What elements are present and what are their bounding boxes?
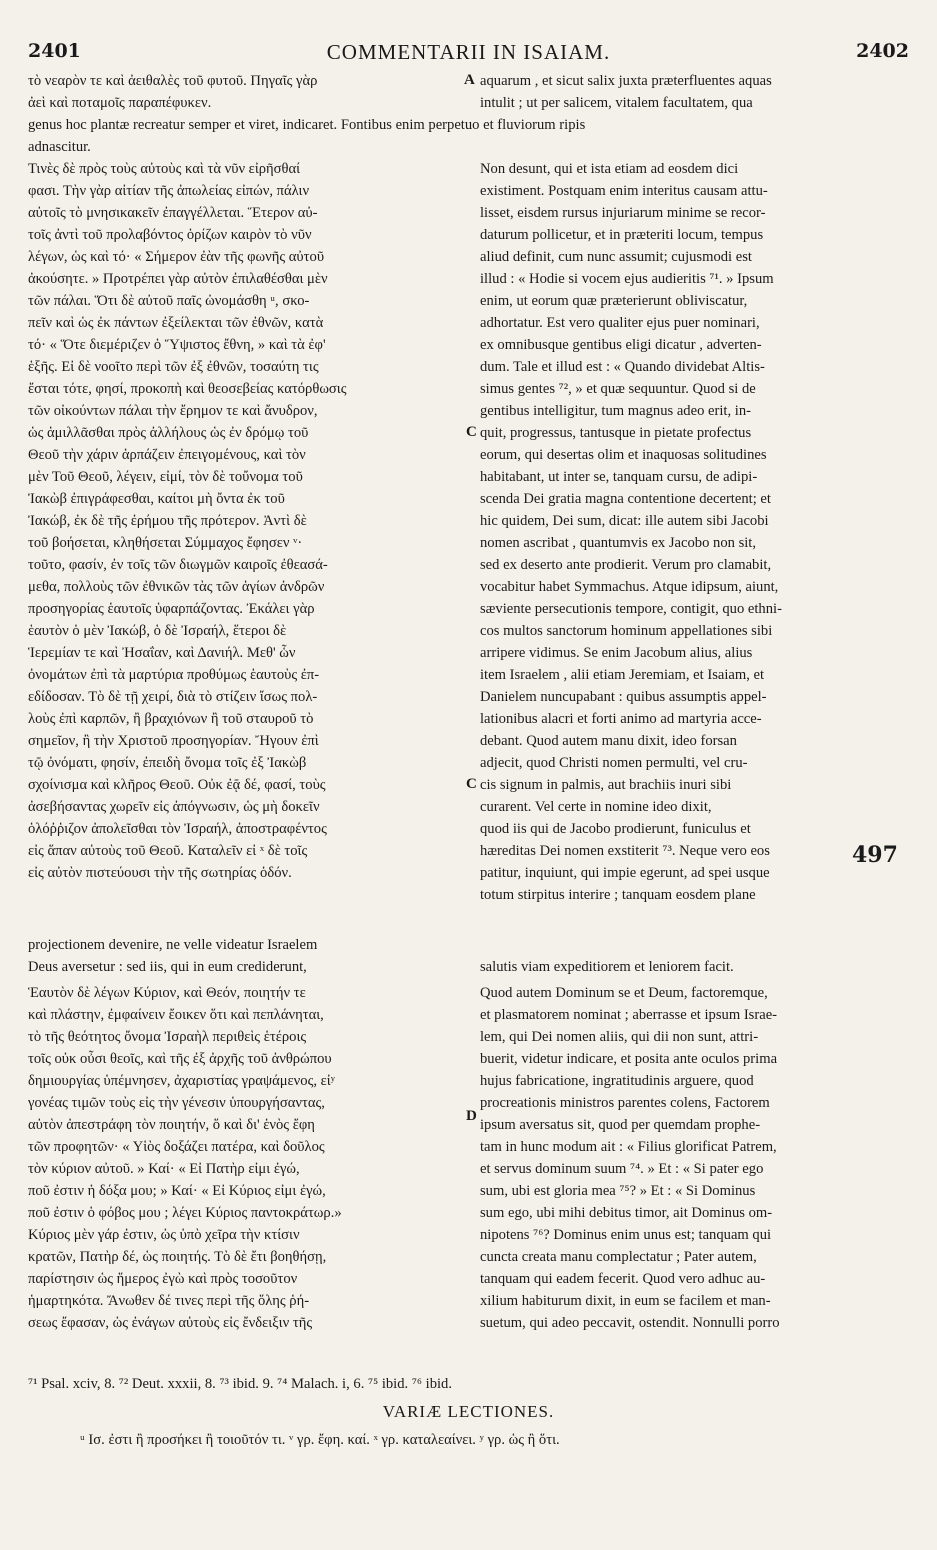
greek-text-line: μεθα, πολλοὺς τῶν ἐθνικῶν τὰς τῶν ἁγίων ἀνδρῶν bbox=[28, 579, 325, 595]
greek-text-line: τοῖς ἀντὶ τοῦ προλαβόντος ὁρίζων καιρὸν τὸ νῦν bbox=[28, 227, 312, 243]
latin-text-line: simus gentes ⁷², » et quæ sequuntur. Quod si de bbox=[480, 381, 756, 397]
greek-text-line: ἀεὶ καὶ ποταμοῖς παραπέφυκεν. bbox=[28, 95, 212, 111]
greek-text-line: τῶν προφητῶν· « Υἱὸς δοξάζει πατέρα, καὶ δοῦλος bbox=[28, 1139, 325, 1155]
greek-text-line: γονέας τιμῶν τοὺς εἰς τὴν γένεσιν ὑπουργήσαντας, bbox=[28, 1095, 325, 1111]
greek-text-line: τῶν οἰκούντων πάλαι τὴν ἔρημον τε καὶ ἄνυδρον, bbox=[28, 403, 318, 419]
greek-text-line: ὡς ἁμιλλᾶσθαι πρὸς ἀλλήλους ὡς ἐν δρόμῳ τοῦ bbox=[28, 425, 309, 441]
column-number-left: 2401 bbox=[28, 40, 81, 62]
latin-text-line: projectionem devenire, ne velle videatur Israelem bbox=[28, 937, 318, 953]
greek-text-line: ἀκούσητε. » Προτρέπει γὰρ αὐτὸν ἐπιλαθέσθαι μὲν bbox=[28, 271, 328, 287]
greek-text-line: Ἰακὼβ ἐπιγράφεσθαι, καίτοι μὴ ὄντα ἐκ τοῦ bbox=[28, 491, 285, 507]
greek-text-line: ποῦ ἐστιν ἡ δόξα μου; » Καί· « Εἰ Κύριος εἰμι ἐγώ, bbox=[28, 1183, 326, 1199]
latin-text-line: dum. Tale et illud est : « Quando dividebat Altis- bbox=[480, 359, 765, 375]
greek-text-line: τὸν κύριον αὐτοῦ. » Καί· « Εἰ Πατὴρ εἰμι ἐγώ, bbox=[28, 1161, 300, 1177]
greek-text-line: τοῦτο, φασίν, ἐν τοῖς τῶν διωγμῶν καιροῖς ἐθεασά- bbox=[28, 557, 328, 573]
latin-text-line: aliud definit, cum nunc assumit; cujusmodi est bbox=[480, 249, 752, 265]
footnotes: ⁷¹ Psal. xciv, 8. ⁷² Deut. xxxii, 8. ⁷³ ibid. 9. ⁷⁴ Malach. i, 6. ⁷⁵ ibid. ⁷⁶ ibid. bbox=[28, 1376, 453, 1392]
latin-text-line: lisset, eisdem rursus injuriarum minime se recor- bbox=[480, 205, 766, 221]
margin-section-letter: A bbox=[464, 72, 475, 88]
latin-text-line: cis signum in palmis, aut brachiis inuri sibi bbox=[480, 777, 732, 793]
greek-text-line: τοῖς οὐκ οὖσι θεοῖς, καὶ τῆς ἐξ ἀρχῆς τοῦ ἀνθρώπου bbox=[28, 1051, 332, 1067]
latin-text-line: intulit ; ut per salicem, vitalem facultatem, qua bbox=[480, 95, 753, 111]
latin-text-line: Non desunt, qui et ista etiam ad eosdem dici bbox=[480, 161, 739, 177]
column-number-right: 2402 bbox=[856, 40, 909, 62]
greek-text-line: δημιουργίας ὑπέμνησεν, ἀχαριστίας γραψάμενος, εἰʸ bbox=[28, 1073, 336, 1089]
margin-section-letter: C bbox=[466, 424, 477, 440]
latin-text-line: genus hoc plantæ recreatur semper et viret, indicaret. Fontibus enim perpetuo et fluviorum ripis bbox=[28, 117, 586, 133]
greek-text-line: τῷ ὀνόματι, φησίν, ἐπειδὴ ὄνομα τοῖς ἐξ Ἰακὼβ bbox=[28, 755, 307, 771]
latin-text-line: nomen ascribat , quantumvis ex Jacobo non sit, bbox=[480, 535, 757, 551]
column-number-marker: 497 bbox=[852, 842, 898, 868]
greek-text-line: Ἑαυτὸν δὲ λέγων Κύριον, καὶ Θεόν, ποιητήν τε bbox=[28, 985, 306, 1001]
greek-text-line: Θεοῦ τὴν χάριν ἁρπάζειν ἐπειγομένους, καὶ τὸν bbox=[28, 447, 306, 463]
latin-text-line: ipsum aversatus sit, quod per quemdam prophe- bbox=[480, 1117, 761, 1133]
greek-text-line: τὸ νεαρὸν τε καὶ ἀειθαλὲς τοῦ φυτοῦ. Πηγαῖς γὰρ bbox=[28, 73, 318, 89]
latin-text-line: hic quidem, Dei sum, dicat: ille autem sibi Jacobi bbox=[480, 513, 769, 529]
greek-text-line: καὶ πλάστην, ἐμφαίνειν ἔοικεν ὅτι καὶ πεπλάνηται, bbox=[28, 1007, 324, 1023]
greek-text-line: σεως ἔφασαν, ὡς ἐνάγων αὐτοὺς εἰς ἔνδειξιν τῆς bbox=[28, 1315, 313, 1331]
greek-text-line: τοῦ βοήσεται, κληθήσεται Σύμμαχος ἔφησεν ᵛ· bbox=[28, 535, 303, 551]
latin-text-line: suetum, qui adeo peccavit, ostendit. Nonnulli porro bbox=[480, 1315, 780, 1331]
latin-text-line: totum stirpitus interire ; tanquam eosdem plane bbox=[480, 887, 756, 903]
greek-text-line: ἀσεβήσαντας χωρεῖν εἰς ἀπόγνωσιν, ὡς μὴ δοκεῖν bbox=[28, 799, 320, 815]
greek-text-line: αὐτὸν ἀπεστράφη τὸν ποιητήν, ὅ καὶ δι' ἑνὸς ἔφη bbox=[28, 1117, 315, 1133]
latin-text-line: tam in hunc modum ait : « Filius glorificat Patrem, bbox=[480, 1139, 777, 1155]
latin-text-line: quod iis qui de Jacobo prodierunt, funiculus et bbox=[480, 821, 751, 837]
variae-lectiones-text: ᵘ Ισ. ἐστι ἢ προσήκει ἢ τοιοῦτόν τι. ᵛ γρ. ἔφη. καί. ˣ γρ. καταλεαίνει. ʸ γρ. ὡς ἢ ὅτι. bbox=[80, 1432, 560, 1448]
latin-text-line: sed ex deserto ante prodierit. Verum pro clamabit, bbox=[480, 557, 772, 573]
greek-text-line: παρίστησιν ὡς ἥμερος ἐγὼ καὶ πρὸς τοσοῦτον bbox=[28, 1271, 298, 1287]
latin-text-line: buerit, videtur indicare, et posita ante oculos prima bbox=[480, 1051, 778, 1067]
latin-text-line: enim, ut eorum quæ præterierunt obliviscatur, bbox=[480, 293, 748, 309]
greek-text-line: εἰς ἅπαν αὐτοὺς τοῦ Θεοῦ. Καταλεῖν εἰ ˣ δὲ τοῖς bbox=[28, 843, 308, 859]
greek-text-line: προσηγορίας ἑαυτοῖς ὑφαρπάζοντας. Ἐκάλει γὰρ bbox=[28, 601, 315, 617]
greek-text-line: ἡμαρτηκότα. Ἄνωθεν δέ τινες περὶ τῆς ὅλης ῥή- bbox=[28, 1293, 310, 1309]
latin-text-line: curarent. Vel certe in nomine ideo dixit, bbox=[480, 799, 712, 815]
greek-text-line: τὸ τῆς θεότητος ὄνομα Ἰσραὴλ περιθεὶς ἑτέροις bbox=[28, 1029, 307, 1045]
greek-text-line: σημεῖον, ἢ τὴν Χριστοῦ προσηγορίαν. Ἤγουν ἐπὶ bbox=[28, 733, 319, 749]
latin-text-line: aquarum , et sicut salix juxta præterfluentes aquas bbox=[480, 73, 772, 89]
latin-text-line: item Israelem , alii etiam Jeremiam, et Isaiam, et bbox=[480, 667, 765, 683]
latin-text-line: gentibus intelligitur, tum magnus adeo erit, in- bbox=[480, 403, 751, 419]
greek-text-line: μὲν Τοῦ Θεοῦ, λέγειν, εἰμί, τὸν δὲ τοὔνομα τοῦ bbox=[28, 469, 303, 485]
greek-text-line: Κύριος μὲν γάρ ἐστιν, ὡς ὑπὸ χεῖρα τὴν κτίσιν bbox=[28, 1227, 300, 1243]
latin-text-line: patitur, inquiunt, qui impie egerunt, ad spei usque bbox=[480, 865, 770, 881]
greek-text-line: τό· « Ὅτε διεμέριζεν ὁ Ὕψιστος ἔθνη, » καὶ τὰ ἐφ' bbox=[28, 337, 326, 353]
greek-text-line: αὐτοῖς τὸ μνησικακεῖν ἐπαγγέλλεται. Ἕτερον αὐ- bbox=[28, 205, 318, 221]
latin-text-line: xilium habiturum dixit, in eum se facilem et man- bbox=[480, 1293, 771, 1309]
greek-text-line: ἑαυτὸν ὁ μὲν Ἰακώβ, ὁ δὲ Ἰσραήλ, ἕτεροι δὲ bbox=[28, 623, 287, 639]
latin-text-line: lem, qui Dei nomen aliis, qui dii non sunt, attri- bbox=[480, 1029, 759, 1045]
greek-text-line: λέγων, ὡς καὶ τό· « Σήμερον ἐὰν τῆς φωνῆς αὐτοῦ bbox=[28, 249, 325, 265]
latin-text-line: et plasmatorem nominat ; aberrasse et ipsum Israe- bbox=[480, 1007, 778, 1023]
greek-text-line: φασι. Τὴν γὰρ αἰτίαν τῆς ἀπωλείας εἰπών, πάλιν bbox=[28, 183, 310, 199]
greek-text-line: κρατῶν, Πατὴρ δέ, ὡς ποιητής. Τὸ δὲ ἔτι βοηθήσῃ, bbox=[28, 1249, 327, 1265]
greek-text-line: εἰς αὐτὸν πιστεύουσι τὴν τῆς σωτηρίας ὁδόν. bbox=[28, 865, 292, 881]
latin-text-line: nipotens ⁷⁶? Dominus enim unus est; tanquam qui bbox=[480, 1227, 772, 1243]
latin-text-line: scenda Dei gratia magna contentione decertent; et bbox=[480, 491, 771, 507]
latin-text-line: illud : « Hodie si vocem ejus audieritis ⁷¹. » Ipsum bbox=[480, 271, 774, 287]
greek-text-line: ποῦ ἐστιν ὁ φόβος μου ; λέγει Κύριος παντοκράτωρ.» bbox=[28, 1205, 342, 1221]
margin-section-letter: C bbox=[466, 776, 477, 792]
latin-text-line: vocabitur habet Symmachus. Atque idipsum, aiunt, bbox=[480, 579, 779, 595]
greek-text-line: ἑξῆς. Εἰ δὲ νοοῖτο περὶ τῶν ἐξ ἐθνῶν, τοσαύτη τις bbox=[28, 359, 319, 375]
latin-text-line: et servus dominum suum ⁷⁴. » Et : « Si pater ego bbox=[480, 1161, 764, 1177]
greek-text-line: Ἱερεμίαν τε καὶ Ἠσαΐαν, καὶ Δανιήλ. Μεθ' ὧν bbox=[28, 645, 296, 661]
latin-text-line: debant. Quod autem manu dixit, ideo forsan bbox=[480, 733, 737, 749]
latin-text-line: arripere vidimus. Se enim Jacobum alius, alius bbox=[480, 645, 753, 661]
greek-text-line: ἔσται τότε, φησί, προκοπὴ καὶ θεοσεβείας κατόρθωσις bbox=[28, 381, 347, 397]
greek-text-line: Ἰακώβ, ἐκ δὲ τῆς ἐρήμου τῆς πρότερον. Ἀντὶ δὲ bbox=[28, 513, 307, 529]
greek-text-line: πεῖν καὶ ὡς ἐκ πάντων ἐξείλεκται τῶν ἐθνῶν, κατὰ bbox=[28, 315, 324, 331]
latin-text-line: sæviente persecutionis tempore, contigit, quo ethni- bbox=[480, 601, 782, 617]
latin-text-line: salutis viam expeditiorem et leniorem facit. bbox=[480, 959, 734, 975]
greek-text-line: εδίδοσαν. Τὸ δὲ τῇ χειρί, διὰ τὸ στίζειν ἴσως πολ- bbox=[28, 689, 318, 705]
latin-text-line: Danielem nuncupabant : quibus assumptis appel- bbox=[480, 689, 767, 705]
latin-text-line: cuncta creata manu complectatur ; Pater autem, bbox=[480, 1249, 757, 1265]
greek-text-line: σχοίνισμα καὶ κλῆρος Θεοῦ. Οὐκ ἐᾷ δέ, φασί, τοὺς bbox=[28, 777, 326, 793]
latin-text-line: adhortatur. Est vero qualiter ejus puer nominari, bbox=[480, 315, 760, 331]
greek-text-line: λοὺς ἐπὶ καρπῶν, ἢ βραχιόνων ἢ τοῦ σταυροῦ τὸ bbox=[28, 711, 314, 727]
latin-text-line: ex omnibusque gentibus eligi dicatur , adverten- bbox=[480, 337, 762, 353]
variae-lectiones-title: VARIÆ LECTIONES. bbox=[382, 1402, 555, 1421]
latin-text-line: sum, ubi est gloria mea ⁷⁵? » Et : « Si Dominus bbox=[480, 1183, 756, 1199]
latin-text-line: eorum, qui desertas olim et inaquosas solitudines bbox=[480, 447, 767, 463]
latin-text-line: Deus aversetur : sed iis, qui in eum crediderunt, bbox=[28, 959, 307, 975]
margin-section-letter: D bbox=[466, 1108, 477, 1124]
latin-text-line: lationibus alacri et forti animo ad martyria acce- bbox=[480, 711, 762, 727]
latin-text-line: Quod autem Dominum se et Deum, factoremque, bbox=[480, 985, 768, 1001]
latin-text-line: cos multos sanctorum hominum appellationes sibi bbox=[480, 623, 773, 639]
page-header bbox=[28, 40, 909, 70]
latin-text-line: habitabant, ut inter se, tanquam cursu, de adipi- bbox=[480, 469, 758, 485]
greek-text-line: ὀνομάτων ἐπὶ τὰ μαρτύρια προθύμως ἑαυτοὺς ἐπ- bbox=[28, 667, 320, 683]
latin-text-line: procreationis ministros parentes colens, Factorem bbox=[480, 1095, 770, 1111]
latin-text-line: adjecit, quod Christi nomen permulti, vel cru- bbox=[480, 755, 748, 771]
latin-text-line: hæreditas Dei nomen exstiterit ⁷³. Neque vero eos bbox=[480, 843, 770, 859]
greek-text-line: ὁλόῤῥιζον ἀπολεῖσθαι τὸν Ἰσραήλ, ἀποστραφέντος bbox=[28, 821, 327, 837]
greek-text-line: Τινὲς δὲ πρὸς τοὺς αὐτοὺς καὶ τὰ νῦν εἰρῆσθαί bbox=[28, 161, 301, 177]
latin-text-line: existiment. Postquam enim interitus causam attu- bbox=[480, 183, 768, 199]
greek-text-line: τῶν πάλαι. Ὅτι δὲ αὐτοῦ παῖς ὠνομάσθη ᵘ, σκο- bbox=[28, 293, 310, 309]
latin-text-line: adnascitur. bbox=[28, 139, 91, 155]
latin-text-line: daturum pollicetur, et in præteriti locum, tempus bbox=[480, 227, 764, 243]
latin-text-line: tanquam qui eadem fecerit. Quod vero adhuc au- bbox=[480, 1271, 766, 1287]
latin-text-line: sum ego, ubi mihi debitus timor, ait Dominus om- bbox=[480, 1205, 773, 1221]
latin-text-line: hujus fabricatione, ingratitudinis arguere, quod bbox=[480, 1073, 754, 1089]
latin-text-line: quit, progressus, tantusque in pietate profectus bbox=[480, 425, 752, 441]
running-title: COMMENTARII IN ISAIAM. bbox=[326, 40, 611, 64]
